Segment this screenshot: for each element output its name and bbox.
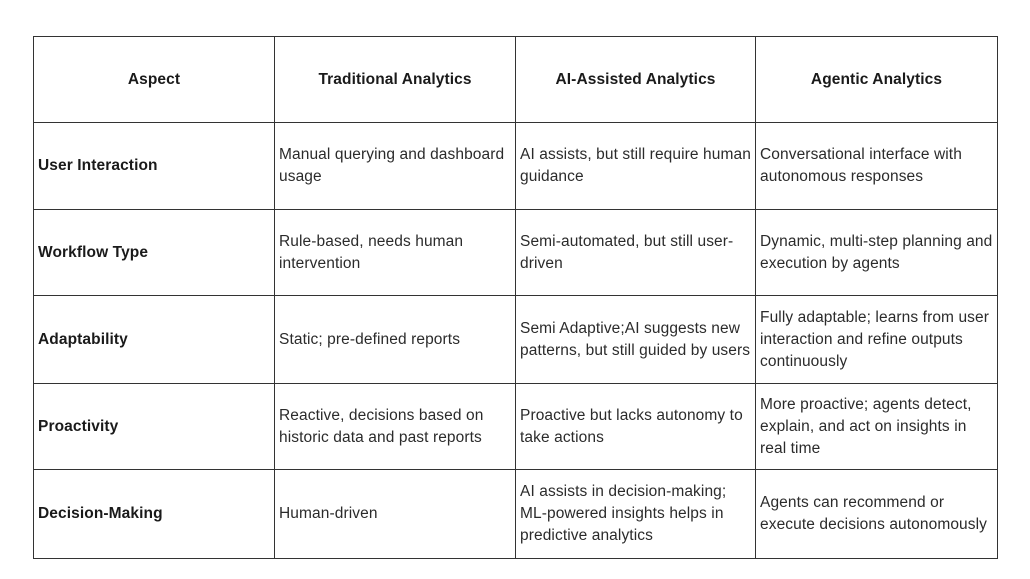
ai-assisted-cell: AI assists in decision-making; ML-powered insights helps in predictive analytics bbox=[516, 470, 756, 559]
table-header-row bbox=[34, 37, 998, 123]
header-traditional-analytics: Traditional Analytics bbox=[275, 37, 516, 123]
comparison-table bbox=[33, 36, 998, 559]
ai-assisted-cell: Semi-automated, but still user-driven bbox=[516, 210, 756, 296]
row-aspect-label: User Interaction bbox=[34, 123, 275, 210]
header-aspect: Aspect bbox=[34, 37, 275, 123]
agentic-cell: Conversational interface with autonomous responses bbox=[756, 123, 998, 210]
table-row bbox=[34, 296, 998, 384]
agentic-cell: Agents can recommend or execute decisions autonomously bbox=[756, 470, 998, 559]
agentic-cell: Fully adaptable; learns from user interaction and refine outputs continuously bbox=[756, 296, 998, 384]
row-aspect-label: Decision-Making bbox=[34, 470, 275, 559]
traditional-cell: Human-driven bbox=[275, 470, 516, 559]
header-agentic-analytics: Agentic Analytics bbox=[756, 37, 998, 123]
header-ai-assisted-analytics: AI-Assisted Analytics bbox=[516, 37, 756, 123]
table-row bbox=[34, 470, 998, 559]
ai-assisted-cell: Semi Adaptive;AI suggests new patterns, but still guided by users bbox=[516, 296, 756, 384]
row-aspect-label: Adaptability bbox=[34, 296, 275, 384]
row-aspect-label: Proactivity bbox=[34, 384, 275, 470]
ai-assisted-cell: Proactive but lacks autonomy to take actions bbox=[516, 384, 756, 470]
traditional-cell: Rule-based, needs human intervention bbox=[275, 210, 516, 296]
ai-assisted-cell: AI assists, but still require human guidance bbox=[516, 123, 756, 210]
traditional-cell: Manual querying and dashboard usage bbox=[275, 123, 516, 210]
agentic-cell: More proactive; agents detect, explain, and act on insights in real time bbox=[756, 384, 998, 470]
table-row bbox=[34, 384, 998, 470]
traditional-cell: Reactive, decisions based on historic data and past reports bbox=[275, 384, 516, 470]
table-row bbox=[34, 210, 998, 296]
agentic-cell: Dynamic, multi-step planning and execution by agents bbox=[756, 210, 998, 296]
traditional-cell: Static; pre-defined reports bbox=[275, 296, 516, 384]
table-row bbox=[34, 123, 998, 210]
row-aspect-label: Workflow Type bbox=[34, 210, 275, 296]
